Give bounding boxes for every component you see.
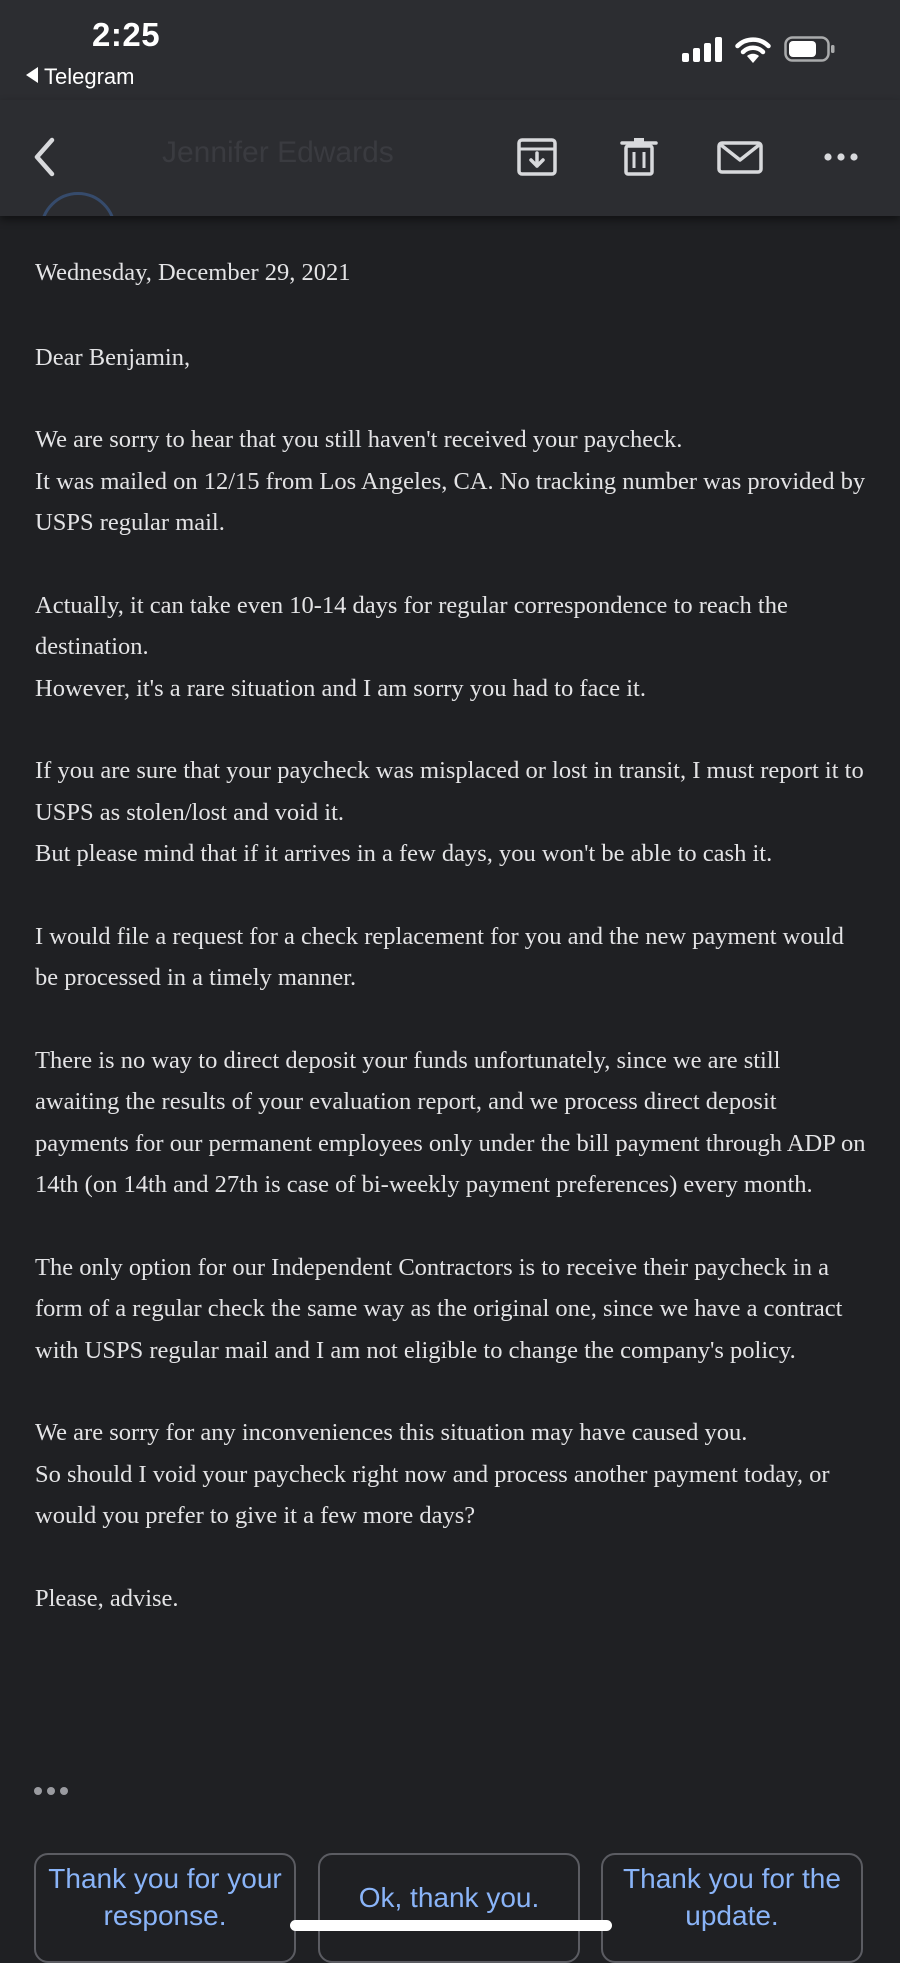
email-paragraph-3 — [35, 750, 870, 875]
paragraph-7-line-2: So should I void your paycheck right now and process another payment today, or would you prefer to give it a few more days? — [35, 1460, 830, 1529]
email-paragraph-4 — [35, 916, 870, 999]
wifi-icon — [734, 34, 772, 64]
home-indicator[interactable] — [290, 1920, 612, 1931]
paragraph-3-line-1: If you are sure that your paycheck was misplaced or lost in transit, I must report it to USPS as stolen/lost and void it. — [35, 757, 864, 826]
paragraph-5-line-1: There is no way to direct deposit your funds unfortunately, since we are still awaiting the results of your evaluation report, and we process direct deposit payments for our permanent employees only under the bill payment through ADP on 14th (on 14th and 27th is case of bi-weekly payment preferences) every month. — [35, 1046, 866, 1198]
mark-unread-icon — [713, 130, 767, 184]
email-paragraph-1 — [35, 419, 870, 544]
back-arrow-button[interactable] — [20, 130, 74, 184]
paragraph-1-line-2: It was mailed on 12/15 from Los Angeles, CA. No tracking number was provided by USPS regular mail. — [35, 467, 866, 536]
email-closing: Please, advise. — [35, 1584, 179, 1612]
smart-reply-1-label: Thank you for your response. — [48, 1863, 282, 1931]
email-paragraph-2 — [35, 585, 870, 710]
back-triangle-icon — [26, 67, 38, 83]
email-toolbar — [0, 100, 900, 216]
email-greeting: Dear Benjamin, — [35, 343, 191, 371]
smart-reply-2-label: Ok, thank you. — [358, 1881, 540, 1913]
email-paragraph-5 — [35, 1040, 870, 1206]
back-to-telegram-link[interactable] — [26, 64, 134, 90]
archive-button[interactable] — [510, 130, 564, 184]
cellular-signal-icon — [682, 36, 724, 62]
archive-icon — [510, 130, 564, 184]
delete-button[interactable] — [612, 130, 666, 184]
email-paragraph-6 — [35, 1247, 870, 1372]
paragraph-6-line-1: The only option for our Independent Contractors is to receive their paycheck in a form of a regular check the same way as the original one, since we have a contract with USPS regular mail and I am not eligible to change the company's policy. — [35, 1253, 843, 1364]
back-app-label: Telegram — [44, 64, 135, 89]
paragraph-2-line-2: However, it's a rare situation and I am sorry you had to face it. — [35, 674, 646, 702]
status-bar — [0, 0, 900, 100]
trash-icon — [612, 130, 666, 184]
paragraph-3-line-2: But please mind that if it arrives in a few days, you won't be able to cash it. — [35, 840, 773, 867]
more-options-icon — [814, 130, 868, 184]
mark-unread-button[interactable] — [713, 130, 767, 184]
paragraph-1-line-1: We are sorry to hear that you still haven't received your paycheck. — [35, 426, 683, 453]
sender-avatar — [40, 192, 116, 216]
smart-replies — [0, 1853, 900, 1947]
more-options-button[interactable] — [814, 130, 868, 184]
paragraph-7-line-1: We are sorry for any inconveniences this situation may have caused you. — [35, 1419, 748, 1446]
email-date: Wednesday, December 29, 2021 — [35, 259, 351, 286]
battery-icon — [784, 36, 836, 62]
email-paragraph-7 — [35, 1412, 870, 1537]
back-arrow-icon — [20, 130, 74, 184]
status-time: 2:25 — [92, 16, 161, 53]
email-body — [35, 252, 870, 1660]
paragraph-4-line-1: I would file a request for a check replacement for you and the new payment would be processed in a timely manner. — [35, 922, 844, 991]
paragraph-2-line-1: Actually, it can take even 10-14 days for regular correspondence to reach the destination. — [35, 591, 788, 660]
sender-name-ghost: Jennifer Edwards — [162, 136, 394, 169]
smart-reply-3-label: Thank you for the update. — [623, 1863, 841, 1931]
show-trimmed-content-button[interactable] — [34, 1785, 74, 1797]
